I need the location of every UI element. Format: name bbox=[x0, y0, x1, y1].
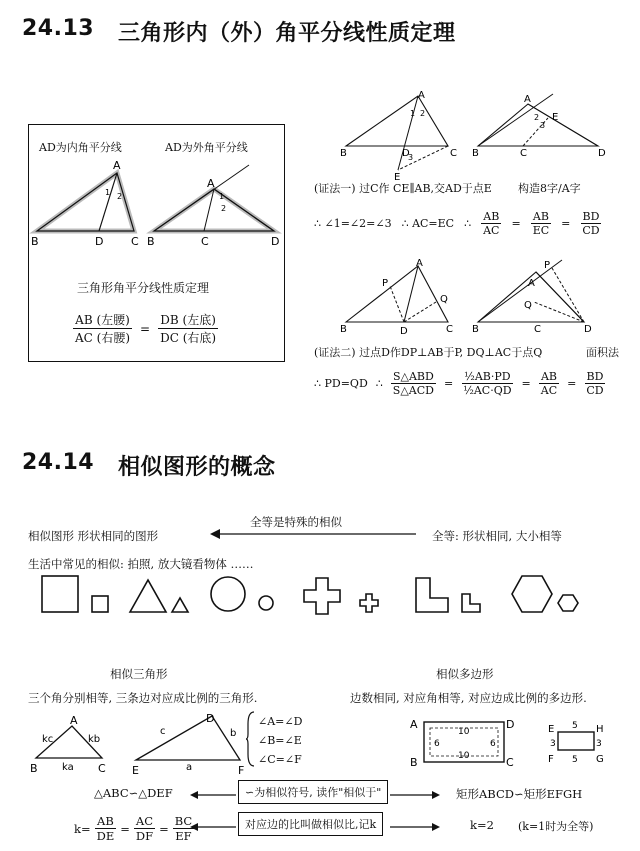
proof1-figures bbox=[338, 90, 628, 183]
ratio-arrow-right-head-icon bbox=[432, 823, 440, 831]
ratio-note-box: 对应边的比叫做相似比,记k bbox=[238, 812, 383, 836]
triangle-outer bbox=[154, 189, 274, 231]
t-ka: ka bbox=[62, 762, 74, 773]
arrow-head-icon bbox=[210, 529, 220, 539]
frac-den-dc: DC (右底) bbox=[160, 331, 217, 345]
proof2-frac-2 bbox=[461, 370, 513, 397]
proof1-extension bbox=[478, 94, 553, 146]
proof2-dq bbox=[404, 302, 436, 322]
equals-sign: = bbox=[140, 321, 151, 336]
hexagon-small-icon bbox=[558, 595, 578, 611]
pt-d-outer: D bbox=[271, 235, 280, 248]
section-title-24-14: 相似图形的概念 bbox=[118, 455, 276, 480]
p2-p: P bbox=[382, 278, 389, 289]
congruent-special-label: 全等是特殊的相似 bbox=[250, 515, 342, 529]
section-title-24-13: 三角形内（外）角平分线性质定理 bbox=[118, 21, 456, 46]
r-bottom-5: 5 bbox=[572, 755, 578, 765]
label-outer-bisector: AD为外角平分线 bbox=[165, 141, 248, 154]
angle-eq-a: ∠A=∠D bbox=[258, 715, 303, 728]
hexagon-large-icon bbox=[512, 576, 552, 612]
life-examples: 生活中常见的相似: 拍照, 放大镜看物体 …… bbox=[28, 557, 254, 571]
angle-eq-b: ∠B=∠E bbox=[258, 734, 302, 747]
r-e: E bbox=[548, 724, 555, 735]
p1f1n: AB bbox=[483, 210, 500, 223]
p2s1d: S△ACD bbox=[392, 384, 434, 397]
fraction-db-dc bbox=[158, 311, 218, 346]
section-number-24-14: 24.14 bbox=[22, 450, 95, 475]
r-bottom-10: 10 bbox=[458, 751, 470, 761]
r-top-5: 5 bbox=[572, 721, 578, 731]
p1f1d: AC bbox=[483, 224, 500, 237]
p1-eq-1: = bbox=[511, 217, 521, 230]
p1b-a: A bbox=[524, 94, 531, 105]
p1-eq-2: = bbox=[561, 217, 571, 230]
l-shape-small-icon bbox=[462, 594, 480, 612]
polygon-k-note: (k=1时为全等) bbox=[518, 820, 594, 833]
t-kb: kb bbox=[88, 734, 101, 745]
p2-q: Q bbox=[440, 294, 448, 305]
cross-small-icon bbox=[360, 594, 378, 612]
p2-b: B bbox=[340, 324, 347, 335]
t-d: D bbox=[206, 712, 215, 725]
p1-c: C bbox=[450, 148, 457, 159]
similar-triangles-figure bbox=[30, 712, 250, 776]
proof2-frac-4 bbox=[584, 370, 605, 397]
k1d: DE bbox=[96, 829, 115, 843]
p2-a: A bbox=[416, 258, 423, 269]
p2s2d: ½AC·QD bbox=[463, 384, 512, 397]
p2s3n: AB bbox=[540, 370, 557, 383]
p1b-c: C bbox=[520, 148, 527, 159]
k-label: k= bbox=[74, 821, 91, 836]
p1b-b: B bbox=[472, 148, 479, 159]
t-f: F bbox=[238, 764, 245, 777]
k3n: BC bbox=[174, 814, 193, 828]
fraction-ab-ac bbox=[73, 311, 132, 346]
pt-b: B bbox=[31, 235, 39, 248]
t-a: A bbox=[70, 714, 78, 727]
similar-polygons-title: 相似多边形 bbox=[436, 667, 494, 681]
k-eq-2: = bbox=[159, 821, 169, 836]
k-eq-1: = bbox=[120, 821, 130, 836]
p2s1n: S△ABD bbox=[392, 370, 434, 383]
similar-triangles-def: 三个角分别相等, 三条边对应成比例的三角形. bbox=[28, 691, 258, 705]
similar-triangles-title: 相似三角形 bbox=[110, 667, 168, 681]
proof1-frac-3 bbox=[580, 210, 601, 237]
similar-definition: 相似图形 形状相同的图形 bbox=[28, 529, 159, 543]
p2b-a: A bbox=[528, 278, 535, 289]
k2n: AC bbox=[135, 814, 154, 828]
proof2-bisector bbox=[404, 266, 418, 322]
proof1-ac-ec: ∴ AC=EC bbox=[401, 217, 455, 230]
t-e: E bbox=[132, 764, 139, 777]
p2s3d: AC bbox=[540, 384, 558, 397]
rect-efgh bbox=[558, 732, 594, 750]
triangle-small-icon bbox=[172, 598, 188, 612]
angle-2: 2 bbox=[117, 192, 123, 201]
r-b: B bbox=[410, 756, 418, 769]
pt-a: A bbox=[113, 159, 121, 172]
section-number-24-13: 24.13 bbox=[22, 16, 95, 41]
square-small-icon bbox=[92, 596, 108, 612]
p1b-angle-3: 3 bbox=[540, 121, 546, 130]
relation-arrow bbox=[210, 528, 420, 540]
p2s2n: ½AB·PD bbox=[464, 370, 511, 383]
cross-large-icon bbox=[304, 578, 340, 614]
t-b-side: b bbox=[230, 728, 237, 739]
similar-shapes-row bbox=[38, 572, 598, 618]
triangle-def bbox=[136, 716, 240, 760]
t-kc: kc bbox=[42, 734, 54, 745]
p2b-b: B bbox=[472, 324, 479, 335]
p1-b: B bbox=[340, 148, 347, 159]
circle-small-icon bbox=[259, 596, 273, 610]
proof1-frac-2 bbox=[531, 210, 551, 237]
t-c: C bbox=[98, 762, 106, 775]
proof2-outer-bisector bbox=[536, 272, 584, 322]
ratio-arrow-left-head-icon bbox=[190, 823, 198, 831]
arrow-right-head-icon bbox=[432, 791, 440, 799]
p2-eq-1: = bbox=[443, 377, 454, 390]
p1f3d: CD bbox=[582, 224, 600, 237]
p2-d: D bbox=[400, 326, 408, 337]
p1f3n: BD bbox=[582, 210, 600, 223]
extension-ba bbox=[154, 165, 249, 231]
proof1-angles: ∴ ∠1=∠2=∠3 bbox=[314, 217, 392, 230]
r-right-6: 6 bbox=[490, 739, 496, 749]
t-b: B bbox=[30, 762, 38, 775]
square-large-icon bbox=[42, 576, 78, 612]
proof2-triangle-1 bbox=[346, 266, 448, 322]
r-a: A bbox=[410, 718, 418, 731]
t-c-side: c bbox=[160, 726, 166, 737]
circle-large-icon bbox=[211, 577, 245, 611]
r-g: G bbox=[596, 754, 604, 765]
brace-icon bbox=[246, 710, 256, 768]
p2-eq-3: = bbox=[567, 377, 577, 390]
p2s4d: CD bbox=[586, 384, 604, 397]
p1-e: E bbox=[394, 172, 401, 183]
p2-eq-2: = bbox=[521, 377, 531, 390]
k-frac-1 bbox=[95, 814, 117, 843]
r-f: F bbox=[548, 754, 554, 765]
t-a-side: a bbox=[186, 762, 193, 773]
p1b-angle-2: 2 bbox=[534, 113, 540, 122]
p1-angle-2: 2 bbox=[420, 109, 426, 118]
proof2-intro: (证法二) 过点D作DP⊥AB于P, DQ⊥AC于点Q bbox=[314, 346, 543, 359]
p2s4n: BD bbox=[586, 370, 604, 383]
proof1-triangle-1 bbox=[346, 96, 448, 146]
k1n: AB bbox=[97, 814, 114, 828]
pt-d: D bbox=[95, 235, 104, 248]
proof2-dp bbox=[390, 286, 404, 322]
proof2-pd-qd: ∴ PD=QD bbox=[314, 377, 368, 390]
arrow-left-head-icon bbox=[190, 791, 198, 799]
triangle-similarity-notation: △ABC∽△DEF bbox=[94, 786, 173, 800]
p1-a: A bbox=[418, 90, 425, 101]
proof1-intro: (证法一) 过C作 CE∥AB,交AD于点E bbox=[314, 182, 492, 195]
p1f2n: AB bbox=[532, 210, 549, 223]
pt-a-outer: A bbox=[207, 177, 215, 190]
proof1-equations bbox=[314, 210, 602, 237]
similarity-ratio-formula bbox=[74, 814, 194, 843]
angle-eq-c: ∠C=∠F bbox=[258, 753, 302, 766]
frac-num-ab: AB (左腰) bbox=[75, 313, 130, 327]
r-left-6: 6 bbox=[434, 739, 440, 749]
r-c: C bbox=[506, 756, 514, 769]
k3d: EF bbox=[175, 829, 192, 843]
r-top-10: 10 bbox=[458, 727, 470, 737]
pt-b-outer: B bbox=[147, 235, 155, 248]
angle-equalities bbox=[258, 712, 302, 769]
proof2-frac-3 bbox=[539, 370, 559, 397]
p2b-q: Q bbox=[524, 300, 532, 311]
k2d: DF bbox=[135, 829, 154, 843]
p1f2d: EC bbox=[532, 224, 550, 237]
proof1-outer-bisector bbox=[528, 104, 598, 146]
p2-c: C bbox=[446, 324, 453, 335]
pt-c-outer: C bbox=[201, 235, 209, 248]
proof2-dq-2 bbox=[534, 302, 584, 322]
l-shape-large-icon bbox=[416, 578, 448, 612]
frac-num-db: DB (左底) bbox=[160, 313, 216, 327]
angle-2-outer: 2 bbox=[221, 204, 227, 213]
angle-1-outer: 1 bbox=[219, 192, 225, 201]
p1b-d: D bbox=[598, 148, 606, 159]
rectangle-similarity-notation: 矩形ABCD∽矩形EFGH bbox=[456, 787, 583, 801]
frac-den-ac: AC (右腰) bbox=[75, 331, 131, 345]
r-d: D bbox=[506, 718, 515, 731]
proof1-therefore: ∴ bbox=[464, 217, 472, 230]
triangle-highlight-outer bbox=[154, 189, 274, 231]
p2b-d: D bbox=[584, 324, 592, 335]
theorem-box bbox=[28, 124, 285, 362]
theorem-formula bbox=[73, 311, 218, 346]
p2b-p: P bbox=[544, 260, 551, 271]
p1-angle-1: 1 bbox=[410, 109, 416, 118]
p2b-c: C bbox=[534, 324, 541, 335]
proof2-figures bbox=[338, 258, 628, 338]
proof1-construct: 构造8字/A字 bbox=[518, 182, 581, 195]
symbol-note-box: ∽为相似符号, 读作"相似于" bbox=[238, 780, 388, 804]
r-right-3: 3 bbox=[596, 739, 602, 749]
angle-1: 1 bbox=[105, 188, 111, 197]
proof2-frac-1 bbox=[391, 370, 436, 397]
triangle-large-icon bbox=[130, 580, 166, 612]
r-h: H bbox=[596, 724, 604, 735]
proof2-therefore: ∴ bbox=[375, 377, 383, 390]
theorem-name: 三角形角平分线性质定理 bbox=[77, 281, 210, 295]
proof2-method: 面积法 bbox=[586, 346, 619, 359]
p1-angle-3: 3 bbox=[408, 153, 414, 162]
proof2-dp-2 bbox=[552, 268, 584, 322]
r-left-3: 3 bbox=[550, 739, 556, 749]
label-inner-bisector: AD为内角平分线 bbox=[39, 141, 122, 154]
k-frac-2 bbox=[134, 814, 155, 843]
similar-polygons-def: 边数相同, 对应角相等, 对应边成比例的多边形. bbox=[350, 691, 587, 705]
similar-rectangles-figure bbox=[408, 714, 608, 772]
pt-c: C bbox=[131, 235, 139, 248]
polygon-k-value: k=2 bbox=[470, 818, 494, 832]
p1-d: D bbox=[402, 148, 410, 159]
proof1-frac-1 bbox=[481, 210, 501, 237]
congruent-definition: 全等: 形状相同, 大小相等 bbox=[432, 529, 562, 543]
p1b-e: E bbox=[552, 112, 559, 123]
proof2-equations bbox=[314, 370, 606, 397]
